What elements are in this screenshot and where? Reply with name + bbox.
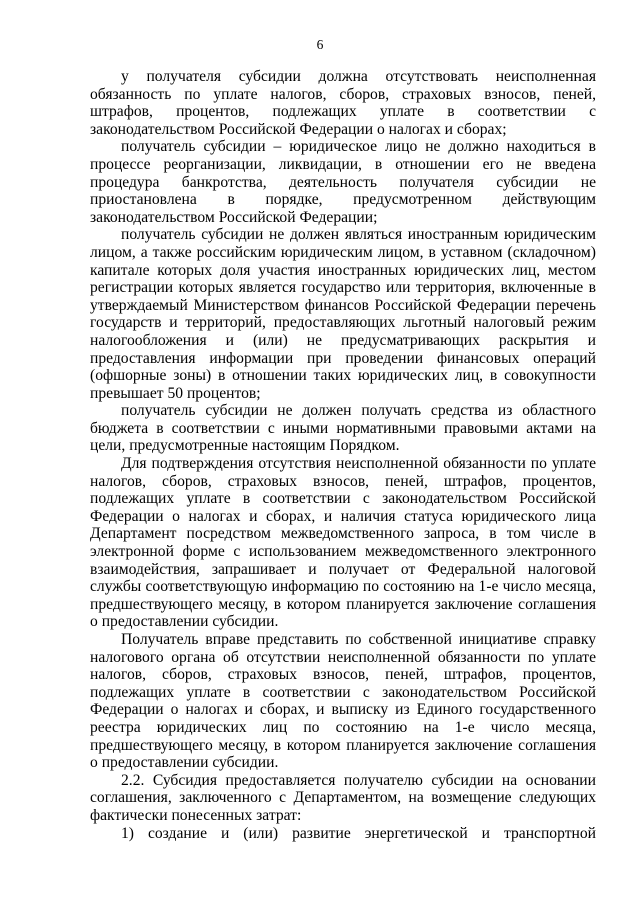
paragraph-voluntary-certificate: Получатель вправе представить по собственной инициативе справку налогового органа об отсутствии неисполненной обязанности по уплате налогов, сборов, страховых взносов, пеней, штрафов, процентов, подлежащих уплате в соответствии с законодательством Российской Федерации о налогах и сборах, и выписку из Единого государственного реестра юридических лиц по состоянию на 1-е число месяца, предшествующего месяцу, в котором планируется заключение соглашения о предоставлении субсидии. [90,631,596,772]
paragraph-no-tax-debt-requirement: у получателя субсидии должна отсутствовать неисполненная обязанность по уплате налогов, сборов, страховых взносов, пеней, штрафов, процентов, подлежащих уплате в соответствии с законодательством Российской Федерации о налогах и сборах; [90,68,596,138]
paragraph-tax-verification: Для подтверждения отсутствия неисполненной обязанности по уплате налогов, сборов, страховых взносов, пеней, штрафов, процентов, подлежащих уплате в соответствии с законодательством Российской Федерации о налогах и сборах, и наличия статуса юридического лица Департамент посредством межведомственного запроса, в том числе в электронной форме с использованием межведомственного электронного взаимодействия, запрашивает и получает от Федеральной налоговой службы соответствующую информацию по состоянию на 1-е число месяца, предшествующего месяцу, в котором планируется заключение соглашения о предоставлении субсидии. [90,455,596,631]
document-body [90,68,596,842]
page-number: 6 [316,37,324,52]
paragraph-no-foreign-entity-requirement: получатель субсидии не должен являться иностранным юридическим лицом, а также российским юридическим лицом, в уставном (складочном) капитале которых доля участия иностранных юридических лиц, местом регистрации которых является государство или территория, включенные в утверждаемый Министерством финансов Российской Федерации перечень государств и территорий, предоставляющих льготный налоговый режим налогообложения и (или) не предусматривающих раскрытия и предоставления информации при проведении финансовых операций (офшорные зоны) в отношении таких юридических лиц, в совокупности превышает 50 процентов; [90,226,596,402]
paragraph-no-reorganization-requirement: получатель субсидии – юридическое лицо не должно находиться в процессе реорганизации, ликвидации, в отношении его не введена процедура банкротства, деятельность получателя субсидии не приостановлена в порядке, предусмотренном действующим законодательством Российской Федерации; [90,138,596,226]
paragraph-section-2-2: 2.2. Субсидия предоставляется получателю субсидии на основании соглашения, заключенного с Департаментом, на возмещение следующих фактически понесенных затрат: [90,771,596,824]
paragraph-no-other-funding-requirement: получатель субсидии не должен получать средства из областного бюджета в соответствии с иными нормативными правовыми актами на цели, предусмотренные настоящим Порядком. [90,402,596,455]
paragraph-list-item-1: 1) создание и (или) развитие энергетической и транспортной [121,824,596,842]
